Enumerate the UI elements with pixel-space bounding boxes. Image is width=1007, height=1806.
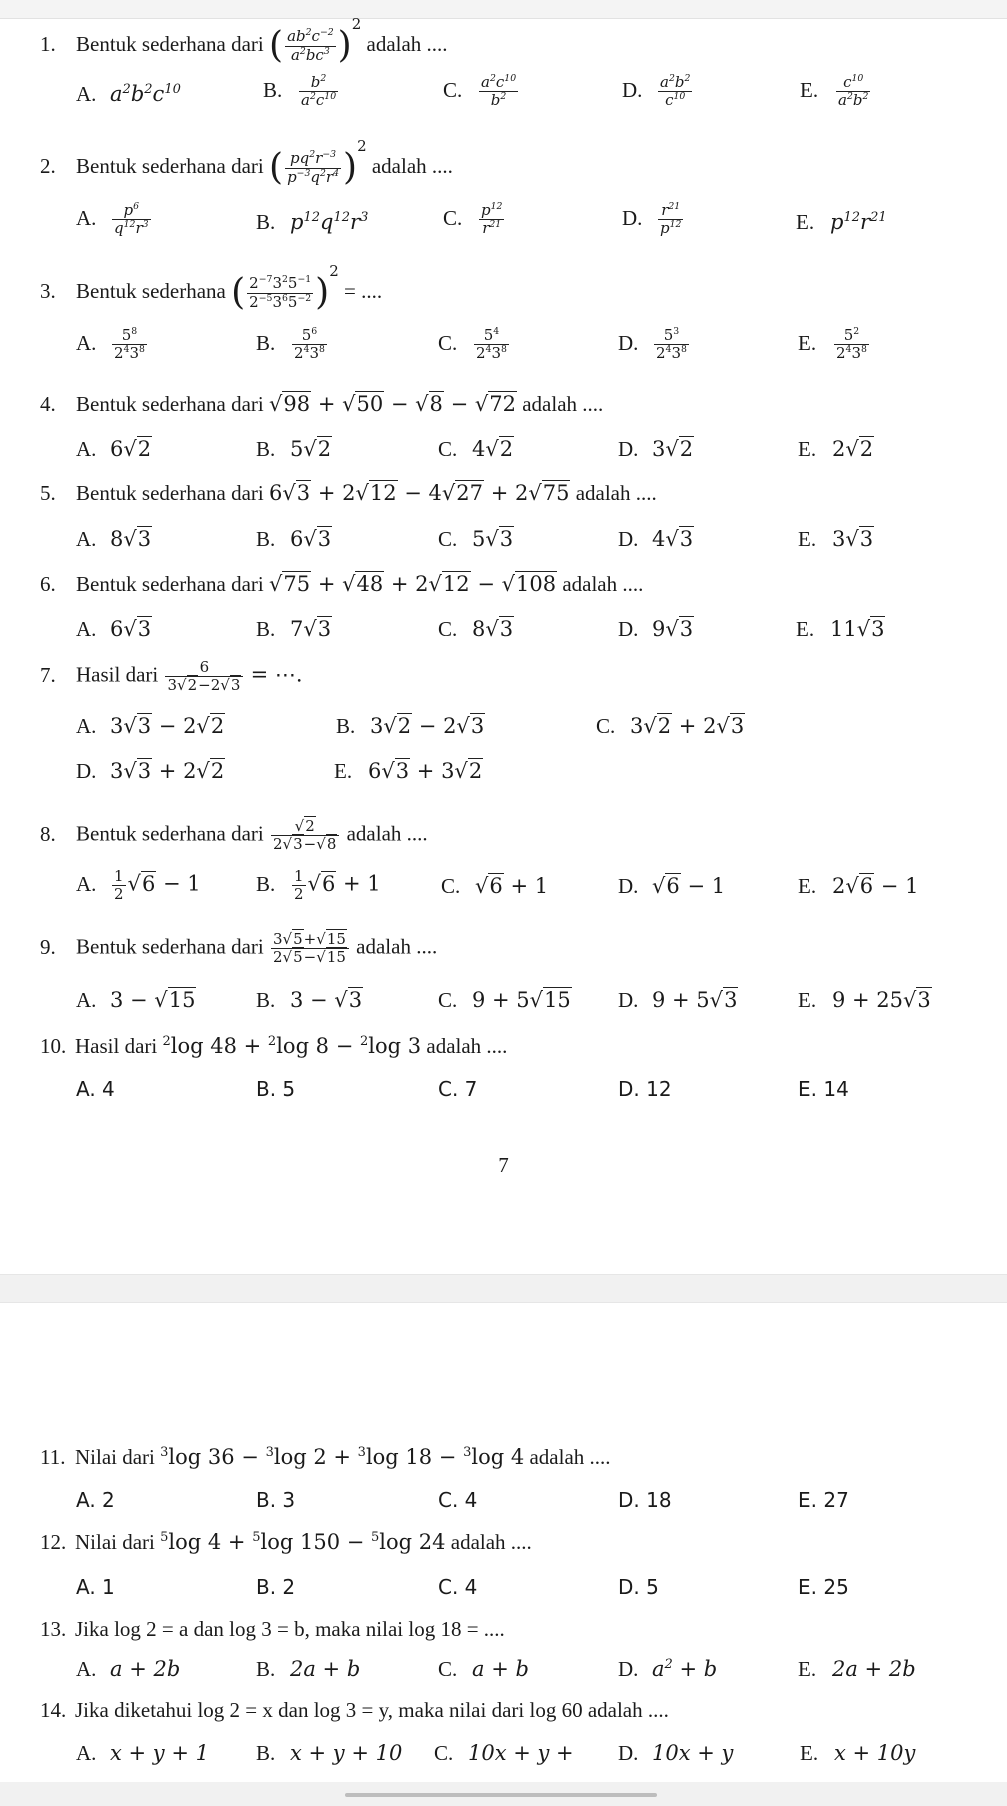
option-c[interactable]: C. $\frac{p^{12}}{r^{21}}$ [443,201,503,238]
option-c[interactable]: C. 8√3 [438,617,514,641]
option-e[interactable]: E. 6√3 + 3√2 [334,759,483,783]
option-c[interactable]: C. 3√2 + 2√3 [596,714,745,738]
options-12 [76,1575,976,1615]
option-d[interactable]: D. √6 − 1 [618,874,726,898]
option-a[interactable]: A. 6√2 [76,437,152,461]
options-6 [76,617,976,657]
option-e[interactable]: E. $p^{12}r^{21}$ [796,210,887,234]
option-a[interactable]: A. $a^2b^2c^{10}$ [76,82,181,106]
option-a[interactable]: A. $\frac{1}{2}$ √6 − 1 [76,867,201,904]
question-11: 11. Nilai dari $^3$log 36 − $^3$log 2 + $^3$log 18 − $^3$log 4 adalah .... [40,1445,611,1469]
option-b[interactable]: B. 2a + b [256,1657,361,1681]
option-d[interactable]: D. 9 + 5√3 [618,988,738,1012]
question-12: 12. Nilai dari $^5$log 4 + $^5$log 150 − $^5$log 24 adalah .... [40,1530,532,1554]
option-d[interactable]: D. 5 [618,1575,659,1599]
option-b[interactable]: B. x + y + 10 [256,1741,403,1765]
option-e[interactable]: E. 2√2 [798,437,874,461]
option-c[interactable]: C. $\frac{a^2c^{10}}{b^2}$ [443,73,517,110]
option-c[interactable]: C. 4√2 [438,437,514,461]
option-c[interactable]: C. 9 + 5√15 [438,988,571,1012]
option-b[interactable]: B. $\frac{5^6}{2^43^8}$ [256,326,325,363]
option-d[interactable]: D. 3√3 + 2√2 [76,759,225,783]
option-b[interactable]: B. 7√3 [256,617,332,641]
option-c[interactable]: C. 7 [438,1077,478,1101]
option-b[interactable]: B. $\frac{b^2}{a^2c^{10}}$ [263,73,337,110]
option-b[interactable]: B. 6√3 [256,527,332,551]
option-b[interactable]: B. 3 − √3 [256,988,363,1012]
option-d[interactable]: D. $\frac{r^{21}}{p^{12}}$ [622,201,682,238]
top-bar [0,0,1007,19]
option-d[interactable]: D. 4√3 [618,527,694,551]
option-c[interactable]: C. $\frac{5^4}{2^43^8}$ [438,326,507,363]
page-number: 7 [498,1153,509,1177]
option-d[interactable]: D. 10x + y [618,1741,734,1765]
option-b[interactable]: B. 2 [256,1575,296,1599]
option-a[interactable]: A. 3 − √15 [76,988,196,1012]
options-1 [76,73,976,122]
option-b[interactable]: B. 5 [256,1077,296,1101]
options-11 [76,1488,976,1528]
option-e[interactable]: E. $\frac{5^2}{2^43^8}$ [798,326,867,363]
page-break [0,1274,1007,1303]
options-2 [76,201,976,250]
option-c[interactable]: C. 4 [438,1488,478,1512]
question-6: 6. Bentuk sederhana dari √75 + √48 + 2√12 − √108 adalah .... [40,572,644,596]
option-d[interactable]: D. $a^2 + b$ [618,1657,718,1681]
question-4: 4. Bentuk sederhana dari √98 + √50 − √8 − √72 adalah .... [40,392,604,416]
option-d[interactable]: D. 3√2 [618,437,694,461]
option-a[interactable]: A. 1 [76,1575,115,1599]
option-a[interactable]: A. a + 2b [76,1657,181,1681]
question-9: 9. Bentuk sederhana dari $\frac{3√5+√15}{2√5-√15}$ adalah .... [40,930,438,967]
option-a[interactable]: A. 6√3 [76,617,152,641]
option-c[interactable]: C. 5√3 [438,527,514,551]
option-e[interactable]: E. 2a + 2b [798,1657,916,1681]
option-d[interactable]: D. $\frac{5^3}{2^43^8}$ [618,326,687,363]
question-2: 2. Bentuk sederhana dari ( $\frac{pq^2r^{-3}}{p^{-3}q^2r^4}$ )$^2$ adalah .... [40,136,453,188]
option-b[interactable]: B. 3√2 − 2√3 [336,714,485,738]
option-c[interactable]: C. 4 [438,1575,478,1599]
option-a[interactable]: A. 8√3 [76,527,152,551]
option-e[interactable]: E. x + 10y [800,1741,916,1765]
option-c[interactable]: C. √6 + 1 [441,874,549,898]
options-7a [76,714,976,754]
question-14: 14. Jika diketahui log 2 = x dan log 3 = y, maka nilai dari log 60 adalah .... [40,1698,669,1722]
options-9 [76,988,976,1028]
question-5: 5. Bentuk sederhana dari 6√3 + 2√12 − 4√27 + 2√75 adalah .... [40,481,657,505]
option-a[interactable]: A. $\frac{5^8}{2^43^8}$ [76,326,145,363]
option-e[interactable]: E. 9 + 25√3 [798,988,931,1012]
options-7b [76,759,976,799]
options-13 [76,1657,976,1697]
options-8 [76,867,976,914]
option-d[interactable]: D. 12 [618,1077,672,1101]
option-a[interactable]: A. x + y + 1 [76,1741,209,1765]
question-8: 8. Bentuk sederhana dari $\frac{√2}{2√3-√8}$ adalah .... [40,817,428,854]
options-4 [76,437,976,477]
option-c[interactable]: C. a + b [438,1657,529,1681]
question-7: 7. Hasil dari $\frac{6}{3√2-2√3}$ = ⋯. [40,658,303,695]
question-10: 10. Hasil dari $^2$log 48 + $^2$log 8 − $^2$log 3 adalah .... [40,1034,508,1058]
option-e[interactable]: E. $\frac{c^{10}}{a^2b^2}$ [800,73,869,110]
option-d[interactable]: D. 9√3 [618,617,694,641]
option-e[interactable]: E. 3√3 [798,527,874,551]
question-number: 1. [40,31,56,56]
option-a[interactable]: A. 4 [76,1077,115,1101]
options-5 [76,527,976,567]
option-a[interactable]: A. 2 [76,1488,115,1512]
option-e[interactable]: E. 27 [798,1488,849,1512]
option-b[interactable]: B. 3 [256,1488,296,1512]
question-suffix: adalah .... [366,31,448,56]
options-3 [76,326,976,375]
option-b[interactable]: B. 5√2 [256,437,332,461]
option-d[interactable]: D. $\frac{a^2b^2}{c^{10}}$ [622,73,691,110]
option-b[interactable]: B. $\frac{1}{2}$ √6 + 1 [256,867,381,904]
question-1: 1. Bentuk sederhana dari ( $\frac{ab^2c^{-2}}{a^2bc^3}$ )$^2$ adalah .... [40,14,448,66]
option-c[interactable]: C. 10x + y + [434,1741,574,1765]
option-e[interactable]: E. 14 [798,1077,849,1101]
options-14 [76,1741,976,1781]
option-e[interactable]: E. 11√3 [796,617,885,641]
option-e[interactable]: E. 2√6 − 1 [798,874,919,898]
question-3: 3. Bentuk sederhana ( $\frac{2^{-7}3^25^{-1}}{2^{-5}3^65^{-2}}$ )$^2$ = .... [40,261,383,313]
home-indicator[interactable] [345,1793,657,1797]
question-stem: Bentuk sederhana dari [76,31,264,56]
option-d[interactable]: D. 18 [618,1488,672,1512]
question-13: 13. Jika log 2 = a dan log 3 = b, maka nilai log 18 = .... [40,1617,505,1641]
option-a[interactable]: A. $\frac{p^6}{q^{12}r^3}$ [76,201,149,238]
option-a[interactable]: A. 3√3 − 2√2 [76,714,225,738]
option-b[interactable]: B. $p^{12}q^{12}r^3$ [256,210,369,234]
options-10 [76,1077,976,1117]
option-e[interactable]: E. 25 [798,1575,849,1599]
